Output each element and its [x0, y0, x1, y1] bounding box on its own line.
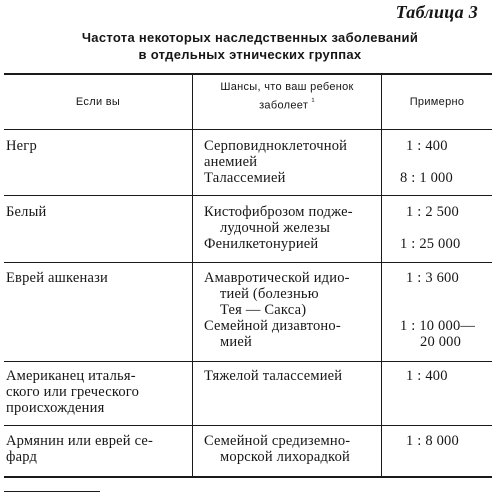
- table-cell-disease: Кистофиброзом подже-: [204, 204, 353, 220]
- column-divider-2: [381, 75, 382, 476]
- table-cell-group: Негр: [6, 138, 37, 154]
- row-divider: [4, 361, 492, 362]
- table-cell-disease: тией (болезнью: [220, 286, 319, 302]
- table-cell-disease: Талассемией: [204, 170, 286, 186]
- table-cell-group: Белый: [6, 204, 47, 220]
- table-cell-frequency: 1 : 10 000—: [400, 318, 476, 334]
- table-caption: Таблица 3: [395, 2, 478, 22]
- table-cell-frequency: 1 : 400: [406, 138, 448, 154]
- table-top-rule: [4, 73, 492, 75]
- row-divider: [4, 425, 492, 426]
- table-cell-disease: Амавротической идио-: [204, 270, 350, 286]
- table-cell-disease: Серповидноклеточной: [204, 138, 348, 154]
- table-cell-disease: Тяжелой талассемией: [204, 368, 343, 384]
- table-cell-group: Американец италья-: [6, 368, 136, 384]
- table-cell-frequency: 8 : 1 000: [400, 170, 453, 186]
- column-divider-1: [192, 75, 193, 476]
- row-divider: [4, 195, 492, 196]
- table-cell-frequency: 20 000: [420, 334, 462, 350]
- table-cell-disease: Тея — Сакса): [220, 302, 307, 318]
- table-cell-disease: мией: [220, 334, 252, 350]
- header-col-group: Если вы: [75, 96, 121, 108]
- table-title-line-1: Частота некоторых наследственных заболеваний: [81, 30, 419, 45]
- table-cell-group: Армянин или еврей се-: [6, 433, 154, 449]
- table-cell-disease: анемией: [204, 154, 258, 170]
- row-divider: [4, 262, 492, 263]
- table-cell-disease: Фенилкетонурией: [204, 236, 319, 252]
- table-title-line-2: в отдельных этнических группах: [138, 47, 362, 62]
- table-cell-disease: Семейной средиземно-: [204, 433, 351, 449]
- header-col-chance: Шансы, что ваш ребенок заболеет $^{^1}$: [220, 81, 354, 112]
- table-cell-group: Еврей ашкенази: [6, 270, 108, 286]
- header-col-frequency: Примерно: [409, 96, 465, 108]
- table-cell-frequency: 1 : 2 500: [406, 204, 459, 220]
- table-cell-frequency: 1 : 400: [406, 368, 448, 384]
- table-bottom-rule: [4, 476, 492, 478]
- table-cell-group: происхождения: [6, 400, 105, 416]
- footnote-rule: [4, 491, 100, 492]
- table-cell-frequency: 1 : 25 000: [400, 236, 461, 252]
- table-cell-group: ского или греческого: [6, 384, 140, 400]
- table-cell-disease: Семейной дизавтоно-: [204, 318, 341, 334]
- table-cell-frequency: 1 : 3 600: [406, 270, 459, 286]
- table-cell-group: фард: [6, 449, 38, 465]
- table-cell-frequency: 1 : 8 000: [406, 433, 459, 449]
- table-cell-disease: морской лихорадкой: [220, 449, 350, 465]
- table-cell-disease: лудочной железы: [220, 220, 331, 236]
- header-rule: [4, 129, 492, 130]
